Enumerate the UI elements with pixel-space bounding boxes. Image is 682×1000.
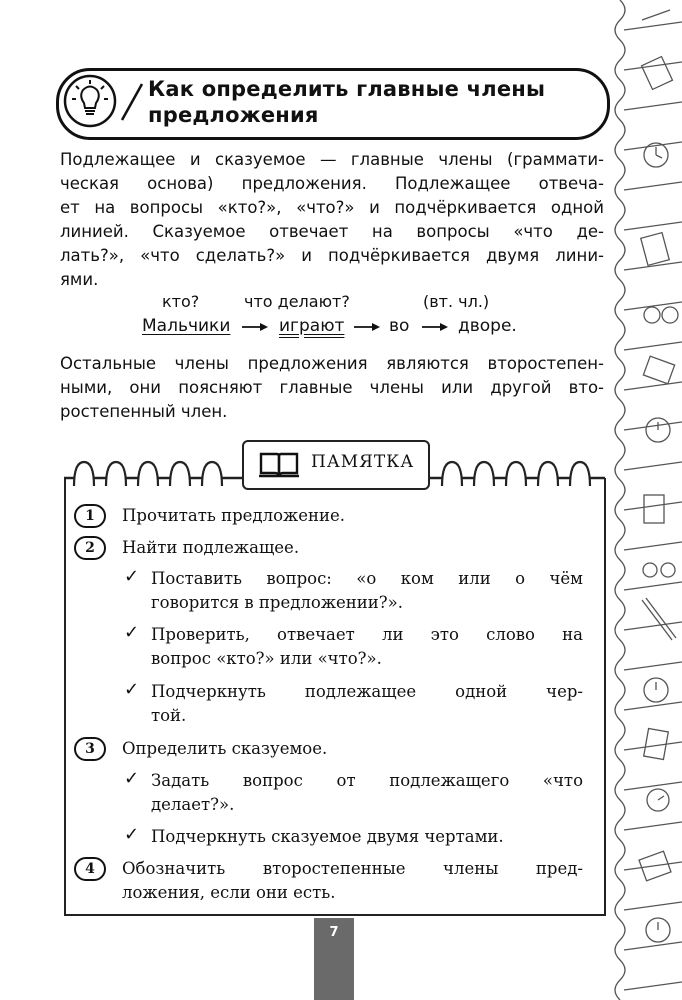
step-2-sub-b <box>151 623 583 671</box>
step-number: 1 <box>74 504 106 528</box>
step-4-line: Обозначить второстепенные члены пред- <box>122 859 583 878</box>
open-book-icon <box>258 449 300 479</box>
page-title <box>148 76 568 128</box>
sub-line: вопрос «кто?» или «что?». <box>151 649 382 668</box>
intro-paragraph <box>60 148 604 292</box>
sub-line: Проверить, отвечает ли это слово на <box>151 625 583 644</box>
step-2: Найти подлежащее. <box>122 538 300 557</box>
sub-line: той. <box>151 706 187 725</box>
question-subject: кто? <box>162 292 200 311</box>
step-number: 2 <box>74 536 106 560</box>
example-subject: Мальчики <box>142 316 231 336</box>
memo-title: ПАМЯТКА <box>311 452 415 472</box>
sub-line: делает?». <box>151 795 235 814</box>
step-number: 3 <box>74 737 106 761</box>
title-divider <box>116 82 146 122</box>
checkmark-icon: ✓ <box>124 679 140 700</box>
title-line-1: Как определить главные члены <box>148 77 546 101</box>
step-2-sub-c <box>151 680 583 728</box>
decorative-margin <box>612 0 682 1000</box>
sub-line: Подчеркнуть подлежащее одной чер- <box>151 682 583 701</box>
example-predicate: играют <box>279 316 345 336</box>
question-predicate: что делают? <box>244 292 350 311</box>
checkmark-icon: ✓ <box>124 566 140 587</box>
step-3: Определить сказуемое. <box>122 739 328 758</box>
step-3-sub-b: Подчеркнуть сказуемое двумя чертами. <box>151 827 504 846</box>
sub-line: говорится в предложении?». <box>151 593 403 612</box>
title-line-2: предложения <box>148 103 319 127</box>
checkmark-icon: ✓ <box>124 622 140 643</box>
page-number: 7 <box>329 925 339 940</box>
intro-line: лать?», «что сделать?» и подчёркивается двумя лини- <box>60 246 604 265</box>
lightbulb-icon <box>62 73 118 129</box>
step-1: Прочитать предложение. <box>122 506 345 525</box>
sub-line: Задать вопрос от подлежащего «что <box>151 771 583 790</box>
secondary-line: Остальные члены предложения являются второстепен- <box>60 354 604 373</box>
arrow-right-icon <box>240 322 270 332</box>
arrow-right-icon <box>420 322 450 332</box>
checkmark-icon: ✓ <box>124 824 140 845</box>
intro-line: ями. <box>60 270 99 289</box>
intro-line: ет на вопросы «кто?», «что?» и подчёркивается одной <box>60 198 604 217</box>
intro-line: Подлежащее и сказуемое — главные члены (граммати- <box>60 150 604 169</box>
secondary-paragraph <box>60 352 604 424</box>
step-4-line: ложения, если они есть. <box>122 883 336 902</box>
example-word: дворе. <box>458 316 517 336</box>
intro-line: линией. Сказуемое отвечает на вопросы «что де- <box>60 222 604 241</box>
step-number: 4 <box>74 857 106 881</box>
step-3-sub-a <box>151 769 583 817</box>
example-word: во <box>389 316 410 336</box>
arrow-right-icon <box>352 322 382 332</box>
step-4 <box>122 857 583 905</box>
sub-line: Поставить вопрос: «о ком или о чём <box>151 569 583 588</box>
secondary-line: ными, они поясняют главные члены или другой вто- <box>60 378 604 397</box>
checkmark-icon: ✓ <box>124 768 140 789</box>
intro-line: ческая основа) предложения. Подлежащее отвеча- <box>60 174 604 193</box>
step-2-sub-a <box>151 567 583 615</box>
secondary-line: ростепенный член. <box>60 402 228 421</box>
question-secondary: (вт. чл.) <box>423 292 490 311</box>
